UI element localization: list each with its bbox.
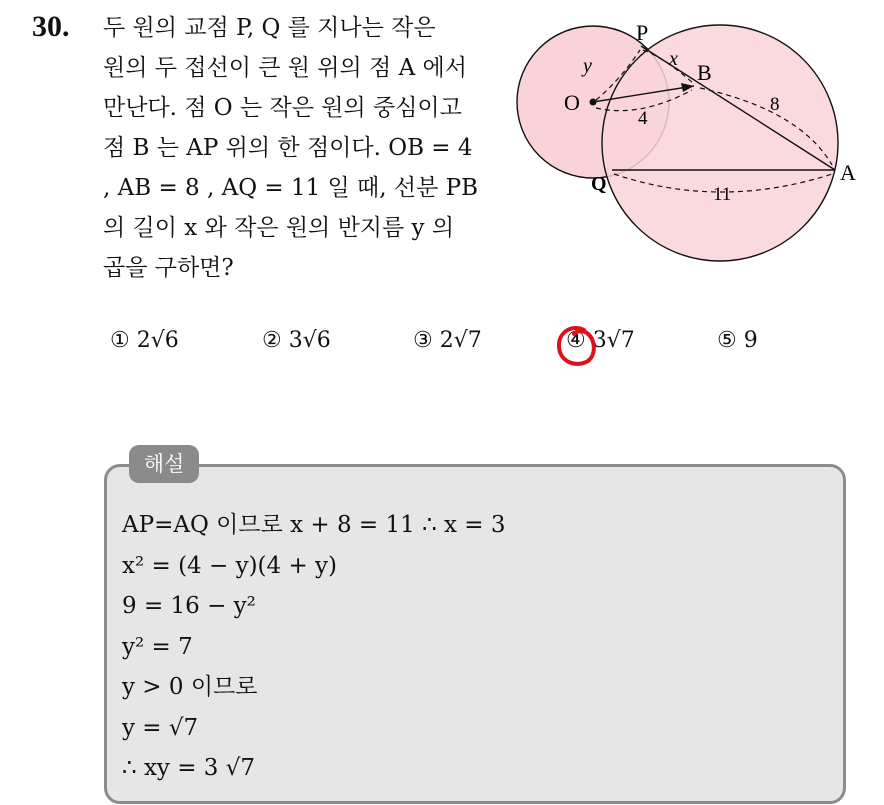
- point-o: [590, 99, 597, 106]
- choice-5[interactable]: [717, 328, 758, 353]
- label-ob-length: 4: [638, 108, 648, 129]
- solution-line: 9 = 16 − y²: [122, 593, 256, 619]
- answer-circle-mark: [554, 322, 600, 372]
- choice-number: ⑤: [717, 328, 737, 353]
- solution-line: AP=AQ 이므로 x + 8 = 11 ∴ x = 3: [122, 512, 506, 538]
- label-aq-length: 11: [713, 184, 732, 205]
- choice-number: ①: [110, 328, 130, 353]
- solution-tab: 해설: [129, 445, 199, 483]
- choice-text: 2√7: [439, 328, 482, 353]
- choice-3[interactable]: [413, 328, 482, 353]
- solution-line: y > 0 이므로: [122, 674, 258, 700]
- choice-text: 9: [743, 328, 758, 353]
- solution-text: [122, 505, 506, 789]
- question-line: 만난다. 점 O 는 작은 원의 중심이고: [103, 95, 462, 121]
- choice-text: 3√6: [288, 328, 331, 353]
- question-line: , AB = 8 , AQ = 11 일 때, 선분 PB: [103, 175, 479, 201]
- solution-line: y² = 7: [122, 633, 193, 660]
- choice-number: ④: [566, 328, 586, 353]
- choice-number: ③: [413, 328, 433, 353]
- choice-number: ②: [262, 328, 282, 353]
- label-q: Q: [591, 173, 607, 195]
- label-ab-length: 8: [770, 94, 780, 115]
- label-x: x: [669, 48, 678, 70]
- question-number: 30.: [32, 10, 70, 43]
- label-a: A: [840, 160, 856, 185]
- solution-line: x² = (4 − y)(4 + y): [122, 552, 338, 579]
- choice-text: 3√7: [592, 328, 635, 353]
- answer-choices: [0, 328, 884, 368]
- geometry-diagram: [505, 15, 875, 275]
- solution-line: y = √7: [122, 714, 199, 741]
- choice-2[interactable]: [262, 328, 331, 353]
- question-line: 원의 두 접선이 큰 원 위의 점 A 에서: [103, 55, 467, 81]
- question-line: 의 길이 x 와 작은 원의 반지름 y 의: [103, 215, 455, 241]
- question-text: [103, 8, 503, 288]
- label-b: B: [697, 60, 712, 85]
- question-line: 곱을 구하면?: [103, 255, 234, 281]
- question-line: 점 B 는 AP 위의 한 점이다. OB = 4: [103, 135, 473, 161]
- label-o: O: [564, 90, 580, 115]
- choice-text: 2√6: [136, 328, 179, 353]
- label-y: y: [583, 55, 592, 77]
- question-line: 두 원의 교점 P, Q 를 지나는 작은: [103, 15, 436, 41]
- label-p: P: [636, 20, 649, 45]
- choice-1[interactable]: [110, 328, 179, 353]
- large-circle: [602, 25, 838, 261]
- solution-line: ∴ xy = 3 √7: [122, 755, 256, 781]
